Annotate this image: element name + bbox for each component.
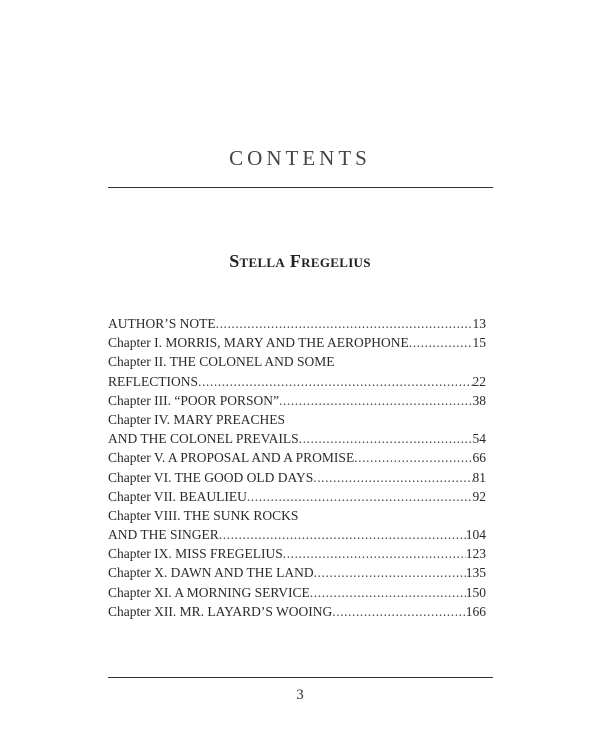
toc-dot-leader <box>313 468 472 487</box>
toc-dot-leader <box>279 391 473 410</box>
toc-entry-page: 166 <box>465 603 486 619</box>
toc-entry-label: AUTHOR’S NOTE <box>108 316 216 331</box>
toc-entry-page: 104 <box>465 527 486 543</box>
toc-entry <box>108 372 486 391</box>
toc-dot-leader <box>247 487 473 506</box>
toc-entry-label: Chapter XII. MR. LAYARD’S WOOING <box>108 603 333 619</box>
toc-entry-label: Chapter VI. THE GOOD OLD DAYS <box>108 469 314 485</box>
toc-entry-page: 15 <box>472 335 486 351</box>
toc-entry-label: Chapter XI. A MORNING SERVICE <box>108 584 310 600</box>
toc-entry-label: AND THE COLONEL PREVAILS <box>108 431 299 447</box>
toc-dot-leader <box>299 429 473 448</box>
toc-dot-leader <box>198 372 472 391</box>
toc-entry-label: Chapter IX. MISS FREGELIUS <box>108 546 283 562</box>
toc-entry-label: Chapter II. THE COLONEL AND SOME <box>108 354 335 370</box>
toc-entry <box>108 391 486 410</box>
toc-entry <box>108 448 486 467</box>
toc-entry-page: 92 <box>472 488 486 504</box>
toc-entry-page: 38 <box>472 392 486 408</box>
book-title: Stella Fregelius <box>229 251 371 271</box>
toc-entry <box>108 602 486 621</box>
toc-entry <box>108 563 486 582</box>
toc-entry-label: Chapter I. MORRIS, MARY AND THE AEROPHONE <box>108 335 409 351</box>
toc-dot-leader <box>409 333 473 352</box>
top-rule <box>108 187 493 188</box>
toc-entry <box>108 525 486 544</box>
toc-dot-leader <box>219 525 466 544</box>
toc-list <box>108 314 486 621</box>
toc-entry <box>108 410 486 429</box>
toc-entry <box>108 468 486 487</box>
toc-entry-label: Chapter IV. MARY PREACHES <box>108 411 286 427</box>
toc-entry-label: Chapter VIII. THE SUNK ROCKS <box>108 507 299 523</box>
toc-entry-label: Chapter III. “POOR PORSON” <box>108 392 279 408</box>
toc-entry <box>108 352 486 371</box>
page-number: 3 <box>296 687 304 703</box>
toc-entry-label: Chapter V. A PROPOSAL AND A PROMISE <box>108 450 355 466</box>
toc-dot-leader <box>354 448 472 467</box>
bottom-rule <box>108 677 493 678</box>
toc-entry-page: 66 <box>472 450 486 466</box>
toc-entry-page: 135 <box>465 565 486 581</box>
toc-entry-page: 22 <box>472 373 486 389</box>
toc-entry-page: 123 <box>465 546 486 562</box>
toc-entry-label: AND THE SINGER <box>108 527 219 543</box>
toc-entry <box>108 583 486 602</box>
toc-entry-label: Chapter VII. BEAULIEU <box>108 488 247 504</box>
toc-dot-leader <box>310 583 466 602</box>
toc-entry <box>108 333 486 352</box>
toc-entry-page: 54 <box>472 431 486 447</box>
toc-entry <box>108 506 486 525</box>
toc-entry-label: REFLECTIONS <box>108 373 199 389</box>
toc-entry <box>108 429 486 448</box>
toc-entry-page: 81 <box>472 469 486 485</box>
contents-heading: CONTENTS <box>229 146 371 170</box>
toc-dot-leader <box>216 314 473 333</box>
toc-dot-leader <box>332 602 466 621</box>
toc-entry <box>108 544 486 563</box>
toc-entry-label: Chapter X. DAWN AND THE LAND <box>108 565 314 581</box>
toc-entry <box>108 314 486 333</box>
toc-dot-leader <box>283 544 466 563</box>
toc-entry-page: 150 <box>465 584 486 600</box>
toc-dot-leader <box>314 563 466 582</box>
toc-entry-page: 13 <box>472 316 486 331</box>
toc-entry <box>108 487 486 506</box>
